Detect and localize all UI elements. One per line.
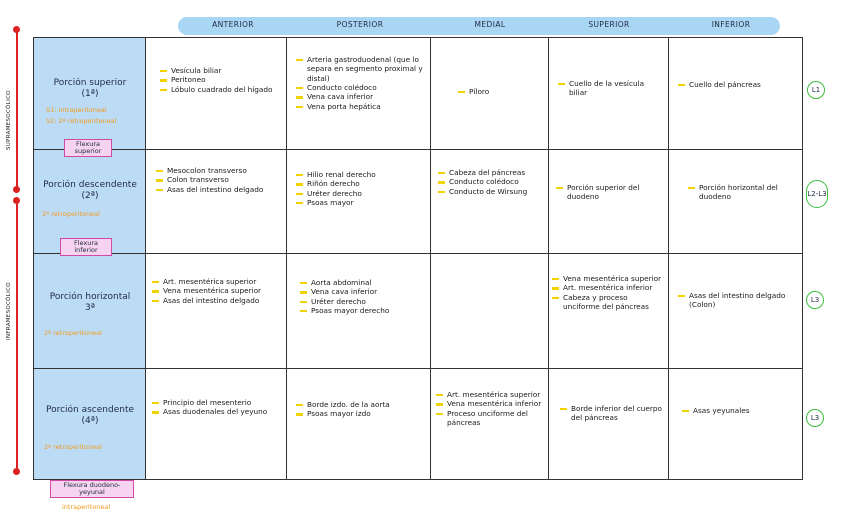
inframesocolic-label: INFRAMESOCÓLICO — [6, 282, 12, 340]
list-item: Psoas mayor derecho — [300, 306, 426, 315]
inframesocolic-axis — [16, 201, 18, 471]
list-item: Conducto colédoco — [438, 177, 544, 186]
list-item: Cuello de la vesícula biliar — [558, 79, 663, 98]
list-item: Aorta abdominal — [300, 278, 426, 287]
column-divider — [430, 37, 431, 480]
cell-r2-posterior — [296, 170, 426, 207]
list-item: Arteria gastroduodenal (que lo separa en segmento proximal y distal) — [296, 55, 428, 83]
row-note: 2º retroperitoneal — [42, 210, 100, 218]
row-title-superior: Porción superior (1ª) — [53, 78, 127, 100]
list-item: Vena mesentérica superior — [152, 286, 284, 295]
row-divider — [33, 149, 803, 150]
list-item: Colon transverso — [156, 175, 284, 184]
header-anterior: ANTERIOR — [212, 20, 254, 29]
cell-r1-anterior — [160, 66, 280, 94]
list-item: Asas yeyunales — [682, 406, 800, 415]
cell-r1-superior — [558, 79, 663, 98]
list-item: Art. mesentérica superior — [152, 277, 284, 286]
supramesocolic-arrow-tail — [13, 186, 20, 193]
list-item: Porción horizontal del duodeno — [688, 183, 800, 202]
header-superior: SUPERIOR — [588, 20, 630, 29]
vertebra-badge: L3 — [806, 291, 824, 309]
column-divider — [145, 37, 146, 480]
flexure-note: intraperitoneal — [62, 503, 111, 511]
header-medial: MEDIAL — [474, 20, 506, 29]
list-item: Uréter derecho — [300, 297, 426, 306]
row-note: 2º retroperitoneal — [44, 329, 102, 337]
row-note: S1: intraperitoneal — [46, 106, 107, 114]
header-inferior: INFERIOR — [711, 20, 751, 29]
flexure-superior: Flexura superior — [64, 139, 112, 157]
cell-r2-superior — [556, 183, 664, 202]
column-divider — [286, 37, 287, 480]
list-item: Asas duodenales del yeyuno — [152, 407, 282, 416]
column-divider — [668, 37, 669, 480]
inframesocolic-arrow-tail — [13, 468, 20, 475]
list-item: Cabeza y proceso unciforme del páncreas — [552, 293, 664, 312]
list-item: Hilio renal derecho — [296, 170, 426, 179]
list-item: Asas del intestino delgado — [156, 185, 284, 194]
cell-r4-medial — [436, 390, 544, 427]
cell-r3-superior — [552, 274, 664, 311]
list-item: Lóbulo cuadrado del hígado — [160, 85, 280, 94]
cell-r2-inferior — [688, 183, 800, 202]
list-item: Peritoneo — [160, 75, 280, 84]
row-divider — [33, 368, 803, 369]
vertebra-badge: L2-L3 — [806, 180, 828, 208]
cell-r2-medial — [438, 168, 544, 196]
list-item: Vena porta hepática — [296, 102, 428, 111]
supramesocolic-axis — [16, 30, 18, 190]
list-item: Uréter derecho — [296, 189, 426, 198]
list-item: Cuello del páncreas — [678, 80, 798, 89]
list-item: Proceso unciforme del páncreas — [436, 409, 544, 428]
list-item: Vena cava inferior — [300, 287, 426, 296]
cell-r4-inferior — [682, 406, 800, 415]
cell-r2-anterior — [156, 166, 284, 194]
list-item: Art. mesentérica superior — [436, 390, 544, 399]
cell-r3-posterior — [300, 278, 426, 315]
cell-r3-inferior — [678, 291, 800, 310]
row-note: S2: 2º retroperitoneal — [46, 117, 117, 125]
list-item: Riñón derecho — [296, 179, 426, 188]
cell-r1-inferior — [678, 80, 798, 89]
list-item: Conducto colédoco — [296, 83, 428, 92]
header-posterior: POSTERIOR — [336, 20, 384, 29]
cell-r3-anterior — [152, 277, 284, 305]
list-item: Conducto de Wirsung — [438, 187, 544, 196]
cell-r4-posterior — [296, 400, 426, 419]
list-item: Psoas mayor izdo — [296, 409, 426, 418]
list-item: Borde inferior del cuerpo del páncreas — [560, 404, 664, 423]
row-title-ascendente: Porción ascendente (4ª) — [45, 405, 135, 427]
flexure-duodenoyeyunal: Flexura duodeno-yeyunal — [50, 480, 134, 498]
list-item: Vena cava inferior — [296, 92, 428, 101]
list-item: Principio del mesenterio — [152, 398, 282, 407]
cell-r4-superior — [560, 404, 664, 423]
list-item: Vesícula biliar — [160, 66, 280, 75]
row-divider — [33, 253, 803, 254]
list-item: Art. mesentérica inferior — [552, 283, 664, 292]
list-item: Asas del intestino delgado (Colon) — [678, 291, 800, 310]
cell-r4-anterior — [152, 398, 282, 417]
list-item: Vena mesentérica inferior — [436, 399, 544, 408]
list-item: Porción superior del duodeno — [556, 183, 664, 202]
vertebra-badge: L3 — [806, 409, 824, 427]
list-item: Mesocolon transverso — [156, 166, 284, 175]
cell-r1-medial — [458, 87, 543, 96]
flexure-inferior: Flexura inferior — [60, 238, 112, 256]
cell-r1-posterior — [296, 55, 428, 111]
row-title-horizontal: Porción horizontal 3ª — [49, 292, 131, 314]
supramesocolic-label: SUPRAMESOCÓLICO — [6, 90, 12, 150]
list-item: Psoas mayor — [296, 198, 426, 207]
row-note: 2º retroperitoneal — [44, 443, 102, 451]
column-divider — [548, 37, 549, 480]
list-item: Asas del intestino delgado — [152, 296, 284, 305]
row-title-descendente: Porción descendente (2ª) — [43, 180, 137, 202]
list-item: Borde izdo. de la aorta — [296, 400, 426, 409]
list-item: Vena mesentérica superior — [552, 274, 664, 283]
list-item: Píloro — [458, 87, 543, 96]
vertebra-badge: L1 — [807, 81, 825, 99]
list-item: Cabeza del páncreas — [438, 168, 544, 177]
